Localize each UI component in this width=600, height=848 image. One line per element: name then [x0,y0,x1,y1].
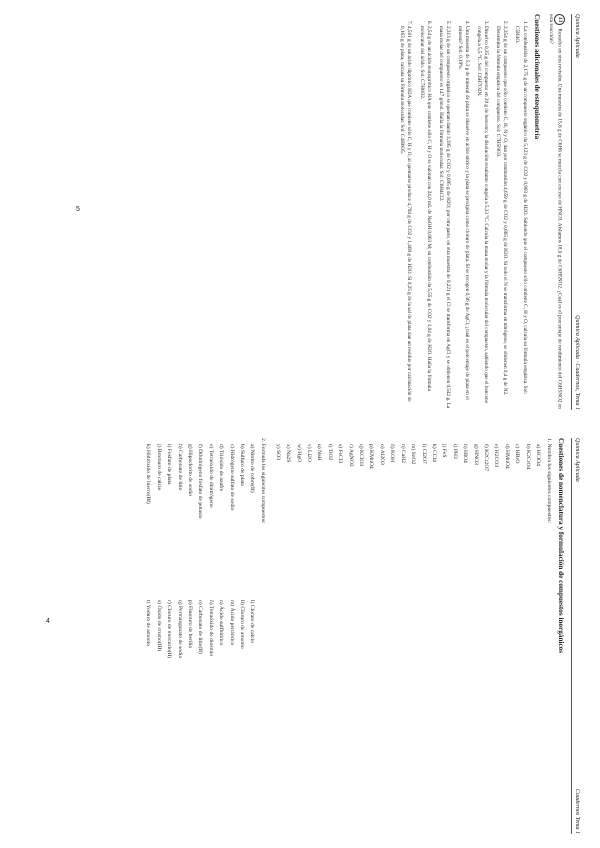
problem-number-badge: 13 [554,14,565,25]
list-item: ñ) Tetraóxido de diosmio [207,600,214,657]
list-item: x) Na2S [285,444,292,463]
name-list-col-1 [143,438,257,594]
list-item: s) FeCl3 [337,444,344,464]
name-list-col-2 [143,594,257,780]
intro-problem-text: Resuelto en otra revisión. Una muestra de 15,6 g de C6H6 se mezcla con exceso de HNO3. Aislamos 18,0 g de C6H5NO2. ¿Cuál es el porcentaje de rendimiento del C6H5NO2 en esta reacción? [548,14,563,409]
problem-item: 6. 2,54 g de un ácido monoprótico HA que contiene sólo C, H y O se valoran con 24,0 mL de NaOH 0,863 M; su combustión da 5,55 g de CO2 y 1,04 g de H2O. Halla la fórmula molecular del ácido. Sol: C7H6O2. [417,26,431,410]
list-item: r) AgNO3 [347,444,354,467]
page-4-region [0,424,600,848]
header-left: Química Aplicada [574,14,580,58]
header-left: Química Aplicada [574,438,580,482]
list-item: p) Fluoruro de berilio [187,600,193,649]
list-item: h) HIO4 [462,444,469,463]
list-item: k) Hidróxido de hierro(III) [145,444,152,504]
list-item: m) SnO2 [410,444,417,465]
list-item: i) Fosfato de plata [166,444,173,485]
list-item: f) Dihidrógeno fosfato de potasio [197,444,204,519]
page-header [571,438,580,834]
list-item: p) KMnO4 [368,444,375,469]
list-item: a) HClO4 [535,444,541,466]
list-item: n) CaH2 [399,444,406,464]
list-item: t) TiO2 [326,444,333,461]
list-item: c) HBrO [514,444,521,464]
list-item: h) Carbonato de litio [176,444,183,491]
list-item: d) Trióxido de azufre [218,444,225,492]
list-item: ñ) KOH [389,444,396,463]
list-item: y) SO3 [274,444,281,461]
page-4 [0,424,600,848]
list-item: i) PH3 [451,444,458,459]
list-item: b) K2CrO4 [524,444,531,470]
list-item: f) K2Cr2O7 [482,444,489,472]
header-right: Química Aplicada · Cuadernos, Tema 1 [574,315,580,410]
problem-item: 2. 2,354 g de un compuesto que sólo contiene C, H, N y O, dan por combustión 4,659 g de CO2 y 0,665 g de H2O. Si todo el N se transforma en nitrógeno, se obtienen 0,4 g de N2. Determina la fórmula empírica del compuesto. Sol: C7H5NO3. [494,26,508,410]
page-number: 5 [76,206,80,213]
list-item: q) Permanganato de sodio [176,600,183,659]
list-item: v) Li2O [306,444,313,462]
problem-item: 4. Una muestra de 5,3 g de mineral de plata se disuelve en ácido nítrico y la plata se precipita como cloruro de plata. Si se recogen 0,36 g de AgCl, ¿cuál es el porcentaje de plata en el mineral? Sol: 0,19%. [456,26,470,410]
section-title: Cuestiones adicionales de estequiometría [532,14,541,140]
list-item: o) Al2O3 [378,444,385,465]
name-columns [143,438,257,834]
list-item: k) CCl4 [430,444,437,462]
list-item: s) Óxido de cromo(III) [155,600,162,652]
header-right: Cuadernos Tema 1 [574,788,580,834]
problem-list [398,14,527,410]
list-item: e) Tetraóxido de dinitrógeno [207,444,214,508]
list-item: n) Ácido sulfhídrico [218,600,225,646]
formula-list [272,438,543,834]
problem-item: 3. Disuelvo 0,35 g del compuesto en 20 g de benceno; la disolución resultante congela a 5,33 °C. Calcula la masa molar y la fórmula molecular del compuesto, sabiendo que el benceno congela a 5,5 °C. Sol: C6H7O2N. [475,26,489,410]
page-number: 4 [46,618,50,625]
list-item: o) Carbonato de litio(II) [197,600,204,654]
list-item: j) FeS [441,444,448,458]
question-1-lead: 1. Nombra los siguientes compuestos: [546,438,552,523]
list-item: d) HMnO4 [503,444,510,469]
list-item: a) Nitrito de cobre(II) [249,444,256,493]
list-item: e) H2CO3 [493,444,500,468]
list-item: g) HNO3 [472,444,479,465]
list-item: r) Cloruro de mercurio(II) [166,600,173,659]
list-item: u) NaH [316,444,323,461]
list-item: l) Clorato de calcio [249,600,256,644]
list-item: l) Cl2O7 [420,444,427,464]
list-item: c) Hidrógeno sulfato de sodio [228,444,235,511]
question-2-lead: 2. Formula los siguientes compuestos: [260,438,267,524]
list-item: g) Hipoclorito de sodio [187,444,193,497]
list-item: w) HgO [295,444,302,463]
problem-item: 1. La combustión de 2,175 g de un compuesto orgánico da 5,123 g de CO2 y 0,903 g de H2O. Sabiendo que el compuesto sólo contiene C, H y O, calcula su fórmula empírica. Sol: C5H4O. [513,26,527,410]
list-item: ll) Cloruro de amonio [239,600,246,649]
list-item: b) Sulfuro de plata [239,444,246,486]
section-title: Cuestiones de nomenclatura y formulación de compuestos inorgánicos [557,438,565,654]
list-item: m) Ácido perclórico [228,600,235,646]
list-item: j) Bromuro de calcio [155,444,162,491]
problem-item: 7. 4,501 g de un ácido diprótico H2A que contiene sólo C, H y O, al quemarse produce 4,794 g de CO2 y 1,469 g de H2O. Si 0,25 g de la sal de plata dan un residuo por calcinación de 0,163 g de plata, calcula su fórmula molecular. Sol: C4H6O5. [398,26,412,410]
problem-item: 5. 2,313 g de un compuesto orgánico se queman dando 3,395 g de CO2 y 0,695 g de H2O; por otra parte, en otra muestra de 0,221 g el Cl se transforma en AgCl y se obtienen 0,542 g. La masa molar del compuesto es 147 g/mol. Halla la fórmula molecular. Sol: C6H4Cl2. [437,26,451,410]
list-item: t) Yoduro de amonio [145,600,152,646]
intro-problem [547,14,565,410]
page-header [571,14,580,410]
list-item: q) KClO3 [358,444,365,467]
